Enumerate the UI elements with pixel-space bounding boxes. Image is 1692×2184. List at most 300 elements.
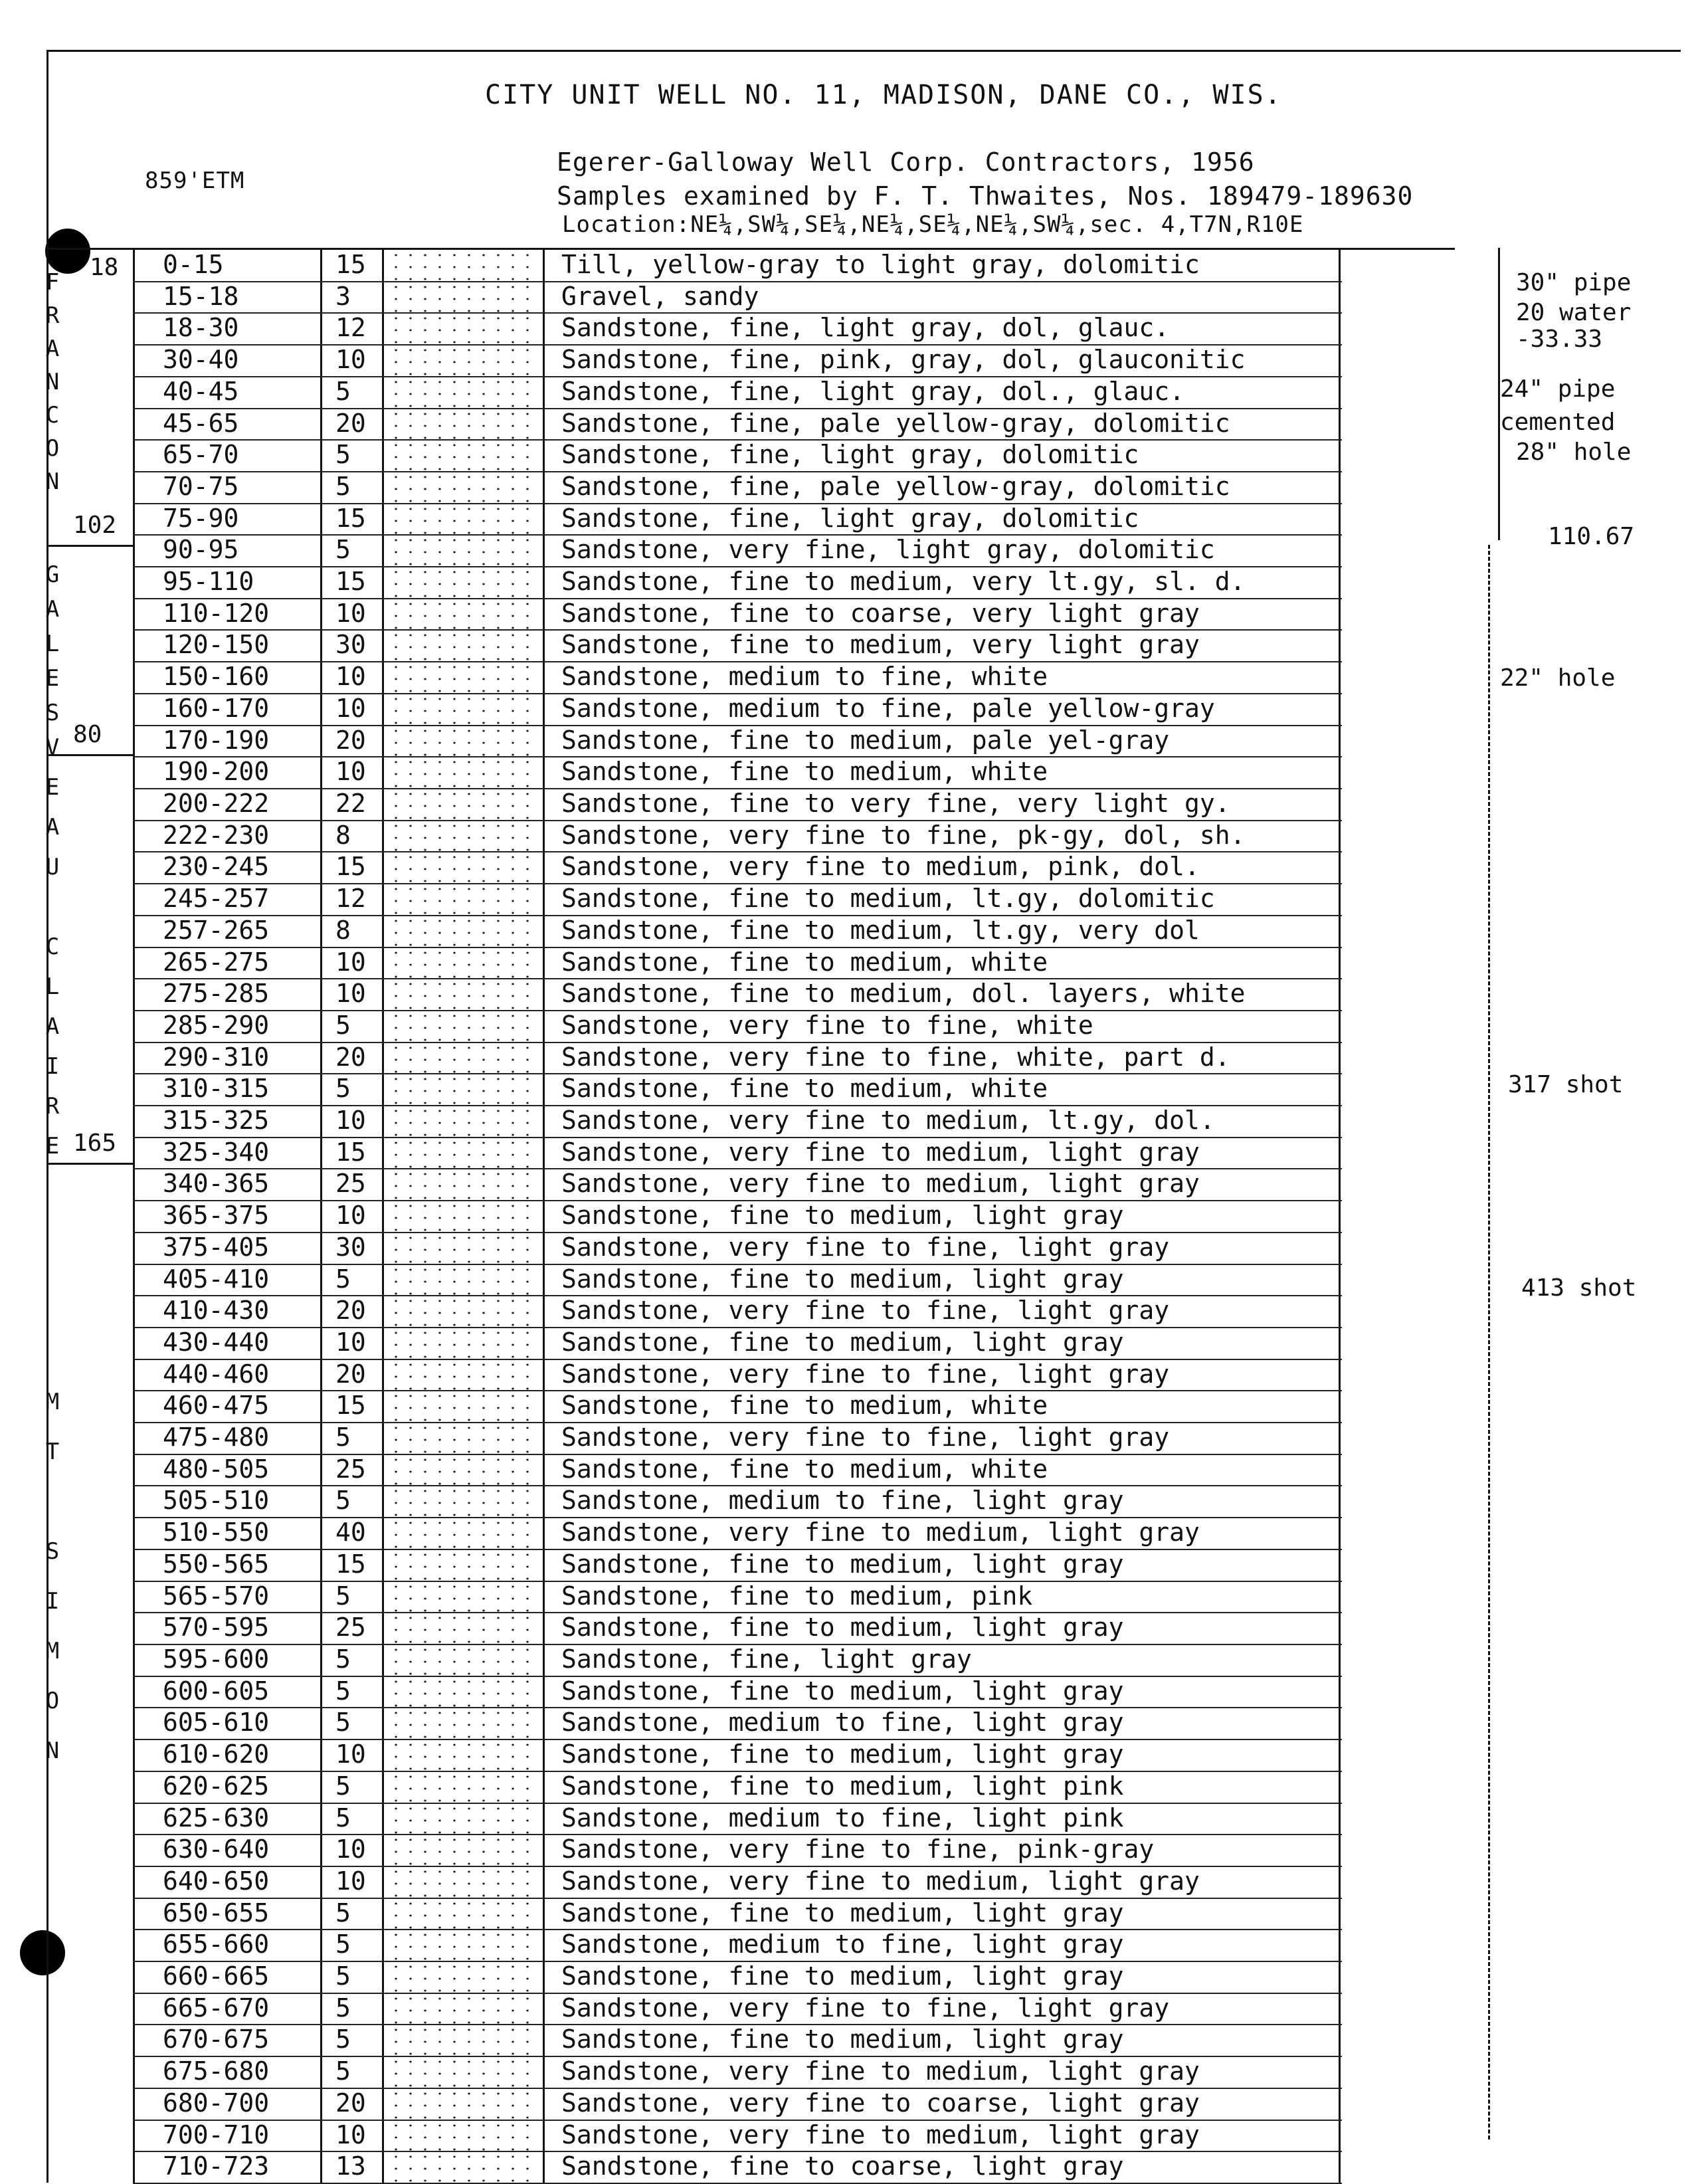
depth-interval: 245-257	[163, 884, 270, 914]
interval-thickness: 15	[335, 567, 366, 597]
lithology-description: Sandstone, fine to medium, light gray	[561, 1549, 1124, 1579]
interval-thickness: 10	[335, 345, 366, 375]
depth-interval: 505-510	[163, 1486, 270, 1516]
interval-thickness: 15	[335, 1137, 366, 1167]
lithology-description: Sandstone, fine, light gray, dol, glauc.	[561, 313, 1170, 343]
interval-thickness: 15	[335, 1391, 366, 1421]
lithology-description: Sandstone, fine to medium, very lt.gy, sl. d.	[561, 567, 1246, 597]
lithology-description: Sandstone, fine to very fine, very light gy.	[561, 788, 1230, 818]
formation-letter: A	[45, 596, 60, 623]
formation-letter: L	[45, 631, 60, 657]
interval-thickness: 10	[335, 1106, 366, 1136]
lithology-description: Sandstone, very fine to medium, light gray	[561, 2056, 1200, 2086]
depth-interval: 95-110	[163, 567, 254, 597]
sandstone-pattern	[389, 598, 535, 630]
depth-interval: 120-150	[163, 630, 270, 660]
lithology-description: Sandstone, fine to medium, white	[561, 947, 1048, 977]
sandstone-pattern	[389, 1010, 535, 1042]
sandstone-pattern	[389, 1961, 535, 1993]
log-row	[133, 598, 1342, 630]
note-317-shot: 317 shot	[1508, 1071, 1624, 1098]
log-row	[133, 947, 1342, 979]
log-row	[133, 2088, 1342, 2120]
log-row	[133, 1232, 1342, 1264]
depth-interval: 40-45	[163, 376, 239, 406]
formation-letter: E	[45, 1133, 60, 1159]
interval-thickness: 5	[335, 1264, 351, 1294]
formation-letter: M	[45, 1389, 60, 1415]
sandstone-pattern	[389, 1929, 535, 1961]
interval-thickness: 5	[335, 1771, 351, 1801]
formation-letter: A	[45, 814, 60, 841]
lithology-description: Sandstone, very fine to medium, lt.gy, dol.	[561, 1106, 1215, 1136]
sandstone-pattern	[389, 1993, 535, 2025]
depth-interval: 222-230	[163, 820, 270, 850]
log-row	[133, 1929, 1342, 1961]
depth-interval: 620-625	[163, 1771, 270, 1801]
interval-thickness: 10	[335, 1201, 366, 1231]
note-28in-hole: 28" hole	[1516, 439, 1632, 466]
lithology-description: Sandstone, fine, light gray, dolomitic	[561, 440, 1139, 470]
lithology-description: Sandstone, fine to medium, light gray	[561, 1264, 1124, 1294]
log-row	[133, 788, 1342, 820]
note-cemented: cemented	[1500, 409, 1616, 436]
lithology-description: Sandstone, fine to medium, lt.gy, very dol	[561, 915, 1200, 945]
depth-interval: 70-75	[163, 471, 239, 501]
sandstone-pattern	[389, 281, 535, 313]
lithology-description: Sandstone, fine to medium, light gray	[561, 1327, 1124, 1357]
depth-interval: 680-700	[163, 2088, 270, 2118]
log-row	[133, 344, 1342, 376]
sandstone-pattern	[389, 312, 535, 344]
formation-top-label: 18	[90, 254, 119, 281]
interval-thickness: 15	[335, 1549, 366, 1579]
depth-interval: 325-340	[163, 1137, 270, 1167]
formation-letter: E	[45, 665, 60, 692]
depth-interval: 640-650	[163, 1866, 270, 1896]
lithology-description: Sandstone, medium to fine, light pink	[561, 1803, 1124, 1833]
log-row	[133, 1644, 1342, 1676]
interval-thickness: 30	[335, 630, 366, 660]
interval-thickness: 5	[335, 1676, 351, 1706]
log-row	[133, 1264, 1342, 1296]
log-row	[133, 1676, 1342, 1708]
sandstone-pattern	[389, 1232, 535, 1264]
formation-letter: E	[45, 774, 60, 801]
interval-thickness: 8	[335, 915, 351, 945]
lithology-description: Sandstone, very fine to medium, light gray	[561, 1866, 1200, 1896]
sandstone-pattern	[389, 471, 535, 503]
log-row	[133, 1010, 1342, 1042]
sandstone-pattern	[389, 883, 535, 915]
interval-thickness: 10	[335, 1835, 366, 1864]
sandstone-pattern	[389, 1264, 535, 1296]
depth-interval: 460-475	[163, 1391, 270, 1421]
lithology-description: Gravel, sandy	[561, 281, 759, 311]
log-row	[133, 534, 1342, 566]
interval-thickness: 5	[335, 376, 351, 406]
depth-interval: 570-595	[163, 1613, 270, 1642]
lithology-description: Sandstone, medium to fine, light gray	[561, 1708, 1124, 1737]
sandstone-pattern	[389, 756, 535, 788]
interval-thickness: 10	[335, 1866, 366, 1896]
formation-letter: N	[45, 369, 60, 395]
log-row	[133, 1390, 1342, 1422]
interval-thickness: 22	[335, 788, 366, 818]
log-row	[133, 1612, 1342, 1644]
lithology-description: Sandstone, fine to medium, white	[561, 1391, 1048, 1421]
lithology-description: Sandstone, fine, pink, gray, dol, glauconitic	[561, 345, 1246, 375]
formation-letter: C	[45, 934, 60, 960]
sandstone-pattern	[389, 1327, 535, 1359]
interval-thickness: 15	[335, 852, 366, 882]
interval-thickness: 10	[335, 1739, 366, 1769]
sandstone-pattern	[389, 1676, 535, 1708]
sandstone-pattern	[389, 1834, 535, 1866]
formation-letter: F	[45, 269, 60, 296]
depth-interval: 475-480	[163, 1423, 270, 1452]
sandstone-pattern	[389, 947, 535, 979]
depth-interval: 675-680	[163, 2056, 270, 2086]
depth-interval: 30-40	[163, 345, 239, 375]
interval-thickness: 5	[335, 1486, 351, 1516]
lithology-description: Sandstone, very fine to fine, white, part d.	[561, 1042, 1230, 1072]
note-water: 20 water	[1516, 299, 1632, 326]
lithology-description: Sandstone, very fine to medium, light gray	[561, 1518, 1200, 1547]
depth-interval: 285-290	[163, 1010, 270, 1040]
formation-thickness: 102	[73, 512, 117, 539]
sandstone-pattern	[389, 1168, 535, 1200]
interval-thickness: 5	[335, 1423, 351, 1452]
formation-letter: A	[45, 336, 60, 362]
lithology-description: Sandstone, fine, light gray, dol., glauc.	[561, 376, 1184, 406]
depth-interval: 510-550	[163, 1518, 270, 1547]
depth-interval: 365-375	[163, 1201, 270, 1231]
formation-boundary	[47, 1163, 133, 1165]
lithology-description: Sandstone, very fine to fine, light gray	[561, 1423, 1170, 1452]
sandstone-pattern	[389, 788, 535, 820]
depth-interval: 310-315	[163, 1074, 270, 1104]
log-row	[133, 661, 1342, 693]
log-row	[133, 1549, 1342, 1581]
lithology-description: Sandstone, very fine to medium, light gray	[561, 1169, 1200, 1199]
punch-hole-bottom	[20, 1930, 65, 1975]
log-row	[133, 566, 1342, 598]
lithology-description: Sandstone, very fine to fine, light gray	[561, 1232, 1170, 1262]
sandstone-pattern	[389, 1422, 535, 1454]
lithology-description: Sandstone, fine to medium, light gray	[561, 1739, 1124, 1769]
lithology-description: Sandstone, very fine to fine, white	[561, 1010, 1093, 1040]
lithology-description: Sandstone, fine, light gray, dolomitic	[561, 503, 1139, 533]
lithology-description: Sandstone, fine to medium, pale yel-gray	[561, 725, 1170, 755]
sandstone-pattern	[389, 1707, 535, 1739]
depth-interval: 160-170	[163, 693, 270, 723]
interval-thickness: 20	[335, 2088, 366, 2118]
lithology-description: Sandstone, fine to medium, light gray	[561, 1676, 1124, 1706]
sandstone-pattern	[389, 1549, 535, 1581]
log-row	[133, 1485, 1342, 1517]
lithology-description: Sandstone, medium to fine, white	[561, 662, 1048, 692]
page-top-border	[47, 50, 1681, 52]
interval-thickness: 25	[335, 1613, 366, 1642]
log-row	[133, 1422, 1342, 1454]
depth-interval: 625-630	[163, 1803, 270, 1833]
lithology-description: Sandstone, fine, pale yellow-gray, dolomitic	[561, 408, 1230, 438]
formation-letter: A	[45, 1013, 60, 1040]
interval-thickness: 12	[335, 313, 366, 343]
interval-thickness: 40	[335, 1518, 366, 1547]
depth-interval: 605-610	[163, 1708, 270, 1737]
sandstone-pattern	[389, 1105, 535, 1137]
depth-interval: 410-430	[163, 1296, 270, 1326]
casing-line-1	[1498, 248, 1500, 540]
formation-letter: O	[45, 435, 60, 462]
lithology-description: Sandstone, fine to medium, light gray	[561, 1898, 1124, 1928]
sandstone-pattern	[389, 1644, 535, 1676]
sandstone-pattern	[389, 1200, 535, 1232]
log-row	[133, 1707, 1342, 1739]
depth-interval: 440-460	[163, 1359, 270, 1389]
lithology-description: Sandstone, very fine to fine, light gray	[561, 1296, 1170, 1326]
log-row	[133, 2056, 1342, 2088]
interval-thickness: 5	[335, 1010, 351, 1040]
interval-thickness: 5	[335, 1708, 351, 1737]
depth-interval: 230-245	[163, 852, 270, 882]
log-row	[133, 1327, 1342, 1359]
lithology-description: Sandstone, very fine, light gray, dolomitic	[561, 535, 1215, 565]
interval-thickness: 5	[335, 535, 351, 565]
interval-thickness: 5	[335, 471, 351, 501]
formation-letter: I	[45, 1053, 60, 1080]
interval-thickness: 5	[335, 1581, 351, 1611]
formation-letter: S	[45, 700, 60, 726]
formation-letter: T	[45, 1439, 60, 1465]
sandstone-pattern	[389, 978, 535, 1010]
log-row	[133, 439, 1342, 471]
sandstone-pattern	[389, 851, 535, 883]
sandstone-pattern	[389, 2056, 535, 2088]
log-row	[133, 249, 1342, 281]
lithology-description: Sandstone, very fine to fine, pk-gy, dol, sh.	[561, 820, 1246, 850]
sandstone-pattern	[389, 1485, 535, 1517]
log-row	[133, 851, 1342, 883]
lithology-description: Sandstone, medium to fine, light gray	[561, 1486, 1124, 1516]
lithology-description: Sandstone, fine to medium, light gray	[561, 1201, 1124, 1231]
lithology-description: Till, yellow-gray to light gray, dolomitic	[561, 250, 1200, 279]
sandstone-pattern	[389, 1581, 535, 1613]
depth-interval: 405-410	[163, 1264, 270, 1294]
log-row	[133, 1581, 1342, 1613]
log-row	[133, 883, 1342, 915]
log-row	[133, 1898, 1342, 1930]
lithology-description: Sandstone, very fine to medium, light gray	[561, 2120, 1200, 2149]
formation-letter: R	[45, 302, 60, 329]
depth-interval: 190-200	[163, 757, 270, 787]
depth-interval: 650-655	[163, 1898, 270, 1928]
sandstone-pattern	[389, 2120, 535, 2151]
formation-boundary	[47, 754, 133, 756]
interval-thickness: 10	[335, 947, 366, 977]
formation-letter: I	[45, 1588, 60, 1615]
lithology-description: Sandstone, fine to medium, light gray	[561, 1613, 1124, 1642]
log-row	[133, 1866, 1342, 1898]
depth-interval: 655-660	[163, 1930, 270, 1959]
formation-thickness: 165	[73, 1130, 117, 1157]
location-line: Location:NE¼,SW¼,SE¼,NE¼,SE¼,NE¼,SW¼,sec. 4,T7N,R10E	[562, 211, 1304, 238]
interval-thickness: 10	[335, 2120, 366, 2149]
sandstone-pattern	[389, 534, 535, 566]
lithology-description: Sandstone, very fine to coarse, light gray	[561, 2088, 1200, 2118]
interval-thickness: 8	[335, 820, 351, 850]
lithology-description: Sandstone, fine to medium, light pink	[561, 1771, 1124, 1801]
log-row	[133, 1517, 1342, 1549]
depth-interval: 610-620	[163, 1739, 270, 1769]
interval-thickness: 5	[335, 1993, 351, 2023]
lithology-description: Sandstone, fine to medium, very light gray	[561, 630, 1200, 660]
interval-thickness: 5	[335, 2056, 351, 2086]
sandstone-pattern	[389, 2088, 535, 2120]
casing-line-2	[1488, 545, 1490, 2139]
sandstone-pattern	[389, 1866, 535, 1898]
interval-thickness: 20	[335, 1042, 366, 1072]
depth-interval: 65-70	[163, 440, 239, 470]
lithology-description: Sandstone, very fine to medium, pink, dol.	[561, 852, 1200, 882]
log-row	[133, 1105, 1342, 1137]
depth-interval: 18-30	[163, 313, 239, 343]
depth-interval: 315-325	[163, 1106, 270, 1136]
interval-thickness: 20	[335, 408, 366, 438]
sandstone-pattern	[389, 1390, 535, 1422]
interval-thickness: 5	[335, 1898, 351, 1928]
formation-letter: M	[45, 1638, 60, 1664]
note-water-level: -33.33	[1516, 326, 1603, 353]
depth-interval: 375-405	[163, 1232, 270, 1262]
lithology-description: Sandstone, very fine to fine, light gray	[561, 1359, 1170, 1389]
log-row	[133, 1961, 1342, 1993]
lithology-description: Sandstone, fine to medium, light gray	[561, 2025, 1124, 2054]
sandstone-pattern	[389, 376, 535, 408]
interval-thickness: 5	[335, 1930, 351, 1959]
lithology-description: Sandstone, fine to medium, white	[561, 757, 1048, 787]
log-row	[133, 1295, 1342, 1327]
depth-interval: 200-222	[163, 788, 270, 818]
depth-interval: 630-640	[163, 1835, 270, 1864]
sandstone-pattern	[389, 2024, 535, 2056]
interval-thickness: 10	[335, 757, 366, 787]
sandstone-pattern	[389, 915, 535, 947]
log-row	[133, 1200, 1342, 1232]
depth-interval: 150-160	[163, 662, 270, 692]
lithology-description: Sandstone, fine to medium, light gray	[561, 1961, 1124, 1991]
formation-letter: R	[45, 1093, 60, 1120]
lithology-description: Sandstone, very fine to fine, pink-gray	[561, 1835, 1155, 1864]
log-row	[133, 1993, 1342, 2025]
sandstone-pattern	[389, 1517, 535, 1549]
depth-interval: 257-265	[163, 915, 270, 945]
sandstone-pattern	[389, 1359, 535, 1391]
log-row	[133, 693, 1342, 725]
note-30in-pipe: 30" pipe	[1516, 269, 1632, 296]
depth-interval: 565-570	[163, 1581, 270, 1611]
formation-boundary	[47, 545, 133, 547]
lithology-description: Sandstone, very fine to medium, light gray	[561, 1137, 1200, 1167]
log-row	[133, 1168, 1342, 1200]
lithology-description: Sandstone, fine to medium, pink	[561, 1581, 1033, 1611]
formation-letter: G	[45, 561, 60, 588]
log-row	[133, 2151, 1342, 2183]
lithology-description: Sandstone, fine, light gray	[561, 1644, 972, 1674]
interval-thickness: 10	[335, 693, 366, 723]
log-row	[133, 1137, 1342, 1169]
log-row	[133, 1739, 1342, 1771]
log-row	[133, 471, 1342, 503]
interval-thickness: 20	[335, 725, 366, 755]
interval-thickness: 10	[335, 979, 366, 1009]
log-row	[133, 312, 1342, 344]
lithology-description: Sandstone, fine, pale yellow-gray, dolomitic	[561, 471, 1230, 501]
note-22in-hole: 22" hole	[1500, 664, 1616, 692]
lithology-description: Sandstone, medium to fine, pale yellow-gray	[561, 693, 1215, 723]
note-413-shot: 413 shot	[1521, 1274, 1637, 1302]
log-row	[133, 1454, 1342, 1486]
contractor-line: Egerer-Galloway Well Corp. Contractors, 1956	[557, 148, 1255, 177]
sandstone-pattern	[389, 1042, 535, 1074]
page-title: CITY UNIT WELL NO. 11, MADISON, DANE CO., WIS.	[485, 80, 1282, 110]
log-row	[133, 1834, 1342, 1866]
depth-interval: 430-440	[163, 1327, 270, 1357]
lithology-description: Sandstone, fine to medium, white	[561, 1454, 1048, 1484]
depth-interval: 595-600	[163, 1644, 270, 1674]
depth-interval: 170-190	[163, 725, 270, 755]
lithology-description: Sandstone, very fine to fine, light gray	[561, 1993, 1170, 2023]
depth-interval: 15-18	[163, 281, 239, 311]
formation-letter: V	[45, 734, 60, 761]
interval-thickness: 10	[335, 598, 366, 628]
depth-interval: 75-90	[163, 503, 239, 533]
interval-thickness: 13	[335, 2151, 366, 2181]
interval-thickness: 15	[335, 250, 366, 279]
interval-thickness: 5	[335, 440, 351, 470]
interval-thickness: 20	[335, 1359, 366, 1389]
punch-hole-top	[45, 229, 90, 274]
depth-interval: 340-365	[163, 1169, 270, 1199]
depth-interval: 550-565	[163, 1549, 270, 1579]
log-row	[133, 1771, 1342, 1803]
interval-thickness: 5	[335, 1803, 351, 1833]
interval-thickness: 5	[335, 1074, 351, 1104]
log-row	[133, 820, 1342, 852]
formation-thickness: 80	[73, 721, 102, 748]
note-depth-110: 110.67	[1548, 523, 1635, 550]
sandstone-pattern	[389, 1137, 535, 1169]
log-row	[133, 503, 1342, 535]
interval-thickness: 10	[335, 662, 366, 692]
lithology-description: Sandstone, fine to medium, dol. layers, white	[561, 979, 1246, 1009]
sandstone-pattern	[389, 1454, 535, 1486]
depth-interval: 110-120	[163, 598, 270, 628]
sandstone-pattern	[389, 2151, 535, 2183]
depth-interval: 275-285	[163, 979, 270, 1009]
log-row	[133, 281, 1342, 313]
depth-interval: 700-710	[163, 2120, 270, 2149]
interval-thickness: 15	[335, 503, 366, 533]
sandstone-pattern	[389, 693, 535, 725]
sandstone-pattern	[389, 439, 535, 471]
log-row	[133, 1359, 1342, 1391]
formation-letter: N	[45, 1737, 60, 1764]
log-row	[133, 1073, 1342, 1105]
formation-letter: C	[45, 402, 60, 429]
